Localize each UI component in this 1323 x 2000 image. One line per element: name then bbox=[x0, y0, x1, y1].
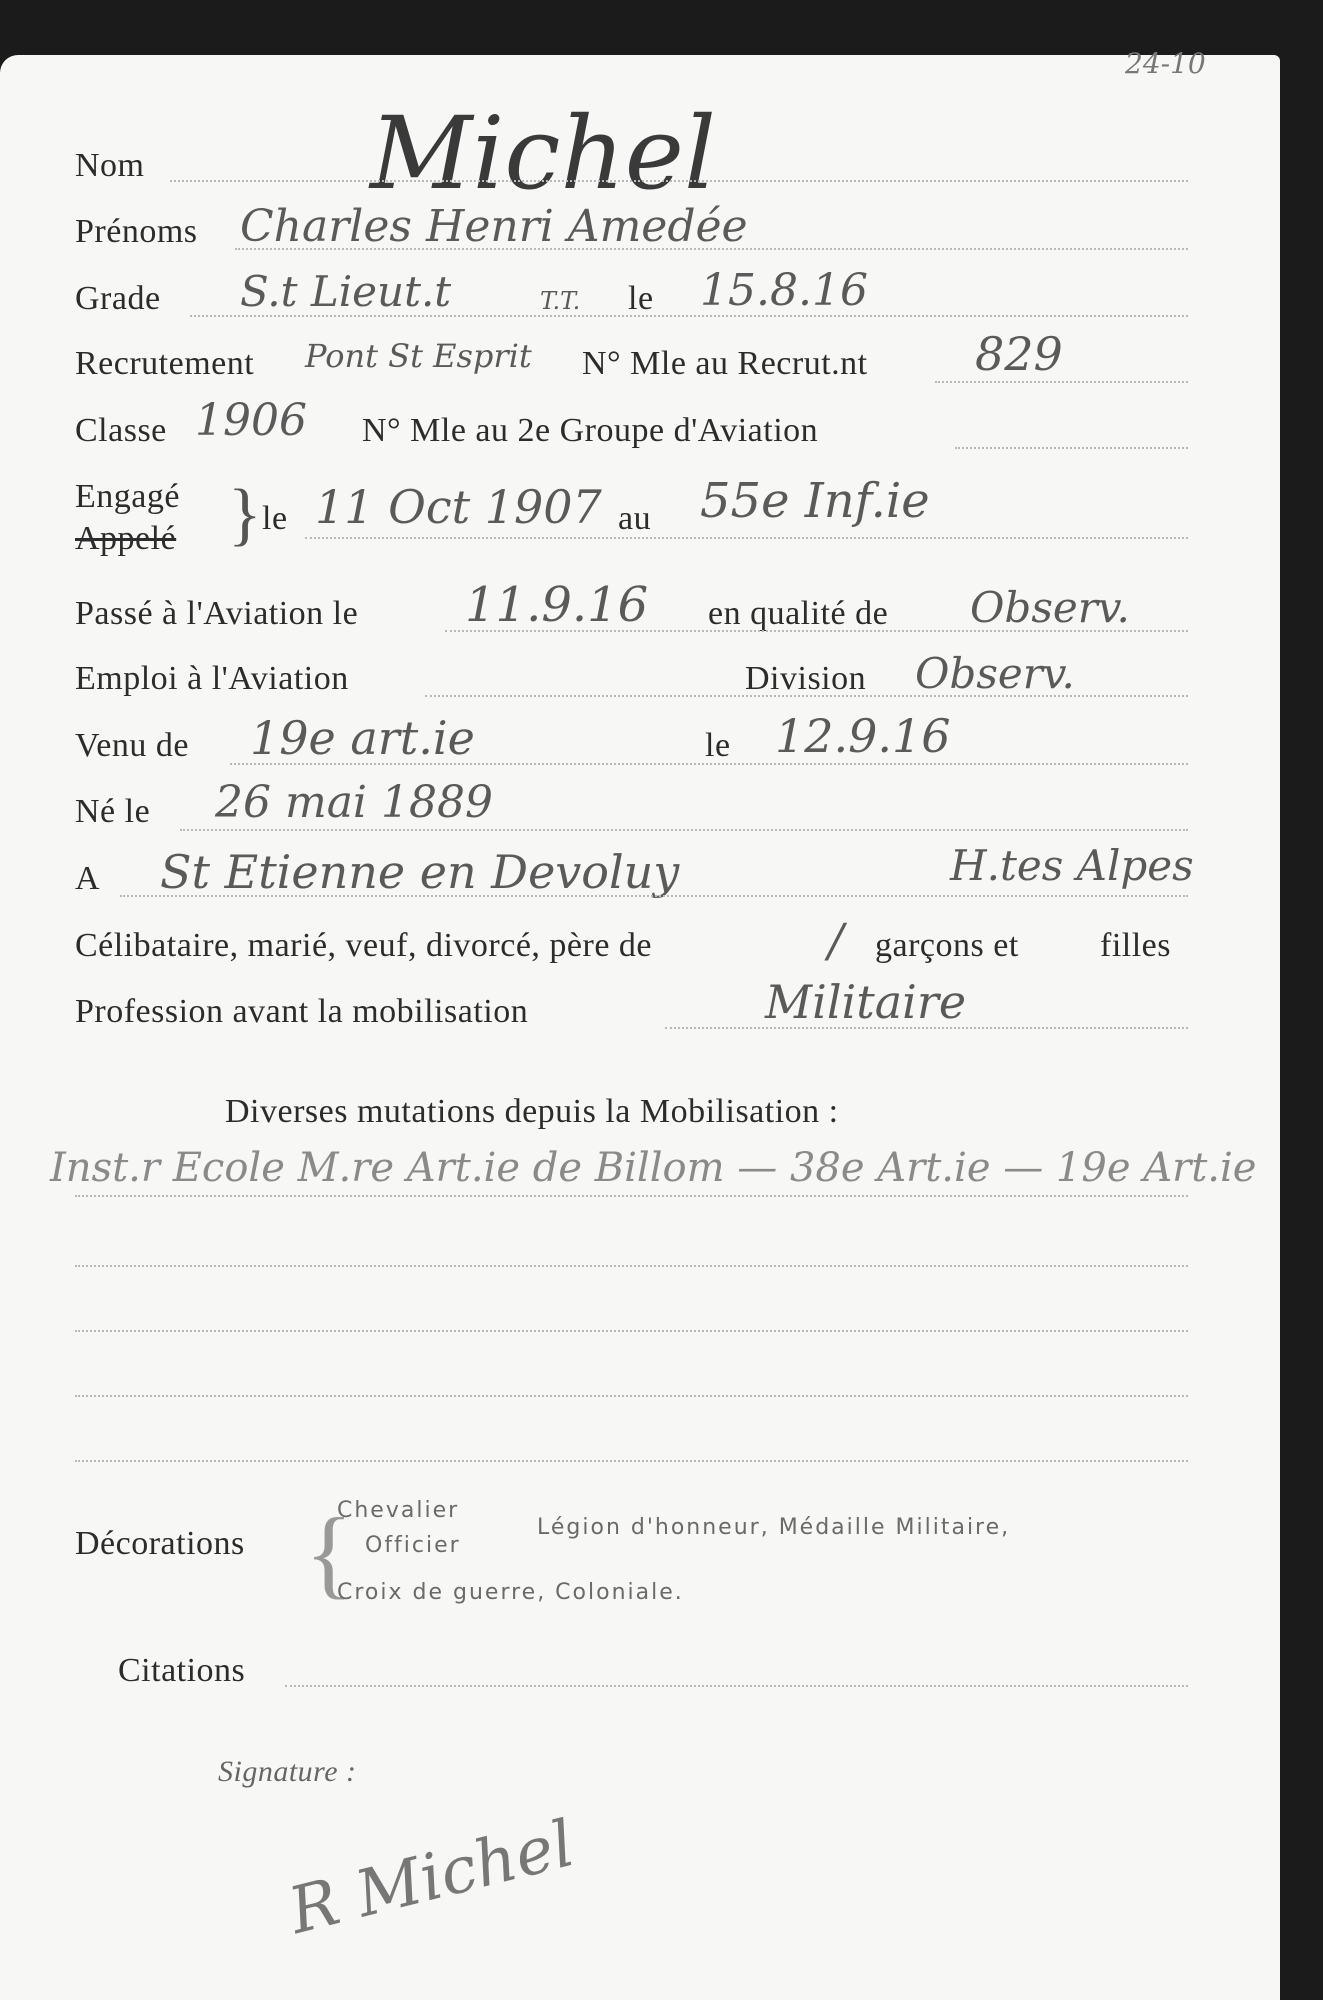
a-line bbox=[120, 895, 1188, 897]
signature-value: R Michel bbox=[282, 1807, 582, 1949]
card-reference: 24-10 bbox=[1125, 47, 1206, 80]
ne-value: 26 mai 1889 bbox=[215, 777, 493, 828]
classe-line bbox=[955, 447, 1188, 449]
a-label: A bbox=[75, 860, 101, 897]
nom-label: Nom bbox=[75, 147, 145, 184]
recrutement-line bbox=[935, 381, 1188, 383]
engage-line bbox=[305, 537, 1188, 539]
prenoms-label: Prénoms bbox=[75, 213, 198, 250]
profession-label: Profession avant la mobilisation bbox=[75, 993, 529, 1030]
decorations-rank-1: Chevalier bbox=[337, 1498, 460, 1523]
etat-civil-label: Célibataire, marié, veuf, divorcé, père de bbox=[75, 927, 653, 964]
venu-label: Venu de bbox=[75, 727, 189, 764]
grade-line bbox=[190, 315, 1188, 317]
venu-line bbox=[230, 763, 1188, 765]
grade-label: Grade bbox=[75, 280, 161, 317]
recrutement-mle-value: 829 bbox=[975, 327, 1063, 381]
grade-le-label: le bbox=[628, 280, 654, 317]
etat-civil-children: / bbox=[828, 913, 844, 967]
a-dept: H.tes Alpes bbox=[950, 841, 1194, 890]
passe-line bbox=[445, 630, 1188, 632]
classe-value: 1906 bbox=[195, 395, 307, 446]
grade-extra: T.T. bbox=[540, 287, 581, 315]
decorations-line-2: Croix de guerre, Coloniale. bbox=[337, 1580, 684, 1605]
classe-label: Classe bbox=[75, 412, 167, 449]
profession-value: Militaire bbox=[765, 975, 967, 1029]
mutations-line-5 bbox=[75, 1460, 1188, 1462]
classe-mle2-label: N° Mle au 2e Groupe d'Aviation bbox=[362, 412, 819, 449]
engage-label: Engagé bbox=[75, 478, 180, 515]
engage-au-label: au bbox=[618, 500, 652, 537]
prenoms-value: Charles Henri Amedée bbox=[240, 201, 748, 252]
mutations-heading: Diverses mutations depuis la Mobilisation : bbox=[225, 1093, 839, 1130]
mutations-text: Inst.r Ecole M.re Art.ie de Billom — 38e Art.ie — 19e Art.ie bbox=[50, 1145, 1257, 1191]
emploi-line bbox=[425, 695, 1188, 697]
personnel-card bbox=[0, 47, 1280, 2000]
mutations-line-1 bbox=[75, 1195, 1188, 1197]
recrutement-value: Pont St Esprit bbox=[305, 337, 532, 375]
passe-label: Passé à l'Aviation le bbox=[75, 595, 359, 632]
division-label: Division bbox=[745, 660, 867, 697]
nom-line bbox=[170, 180, 1188, 182]
ne-line bbox=[180, 829, 1188, 831]
decorations-label: Décorations bbox=[75, 1525, 245, 1562]
passe-date: 11.9.16 bbox=[465, 577, 649, 633]
prenoms-line bbox=[235, 248, 1188, 250]
decorations-rank-2: Officier bbox=[365, 1533, 461, 1558]
mutations-line-4 bbox=[75, 1395, 1188, 1397]
appele-label: Appelé bbox=[75, 520, 177, 557]
engage-brace: } bbox=[228, 476, 262, 553]
citations-label: Citations bbox=[118, 1652, 246, 1689]
engage-le-label: le bbox=[262, 500, 288, 537]
recrutement-label: Recrutement bbox=[75, 345, 255, 382]
venu-date: 12.9.16 bbox=[775, 709, 951, 763]
mutations-line-2 bbox=[75, 1265, 1188, 1267]
engage-date: 11 Oct 1907 bbox=[315, 480, 602, 534]
engage-unit: 55e Inf.ie bbox=[700, 473, 930, 529]
garcons-label: garçons et bbox=[875, 927, 1019, 964]
grade-date: 15.8.16 bbox=[700, 265, 868, 316]
division-value: Observ. bbox=[915, 649, 1075, 698]
filles-label: filles bbox=[1100, 927, 1171, 964]
profession-line bbox=[665, 1027, 1188, 1029]
passe-qualite-label: en qualité de bbox=[708, 595, 889, 632]
emploi-label: Emploi à l'Aviation bbox=[75, 660, 349, 697]
a-value: St Etienne en Devoluy bbox=[160, 845, 680, 899]
ne-label: Né le bbox=[75, 793, 151, 830]
recrutement-mle-label: N° Mle au Recrut.nt bbox=[582, 345, 868, 382]
signature-label: Signature : bbox=[218, 1755, 357, 1788]
passe-qualite-value: Observ. bbox=[970, 583, 1130, 632]
nom-value: Michel bbox=[370, 95, 716, 212]
decorations-line-1: Légion d'honneur, Médaille Militaire, bbox=[537, 1515, 1011, 1540]
citations-line bbox=[285, 1685, 1188, 1687]
mutations-line-3 bbox=[75, 1330, 1188, 1332]
venu-le-label: le bbox=[705, 727, 731, 764]
decorations-brace: { bbox=[305, 1497, 353, 1608]
grade-value: S.t Lieut.t bbox=[240, 267, 452, 316]
venu-value: 19e art.ie bbox=[250, 711, 475, 765]
